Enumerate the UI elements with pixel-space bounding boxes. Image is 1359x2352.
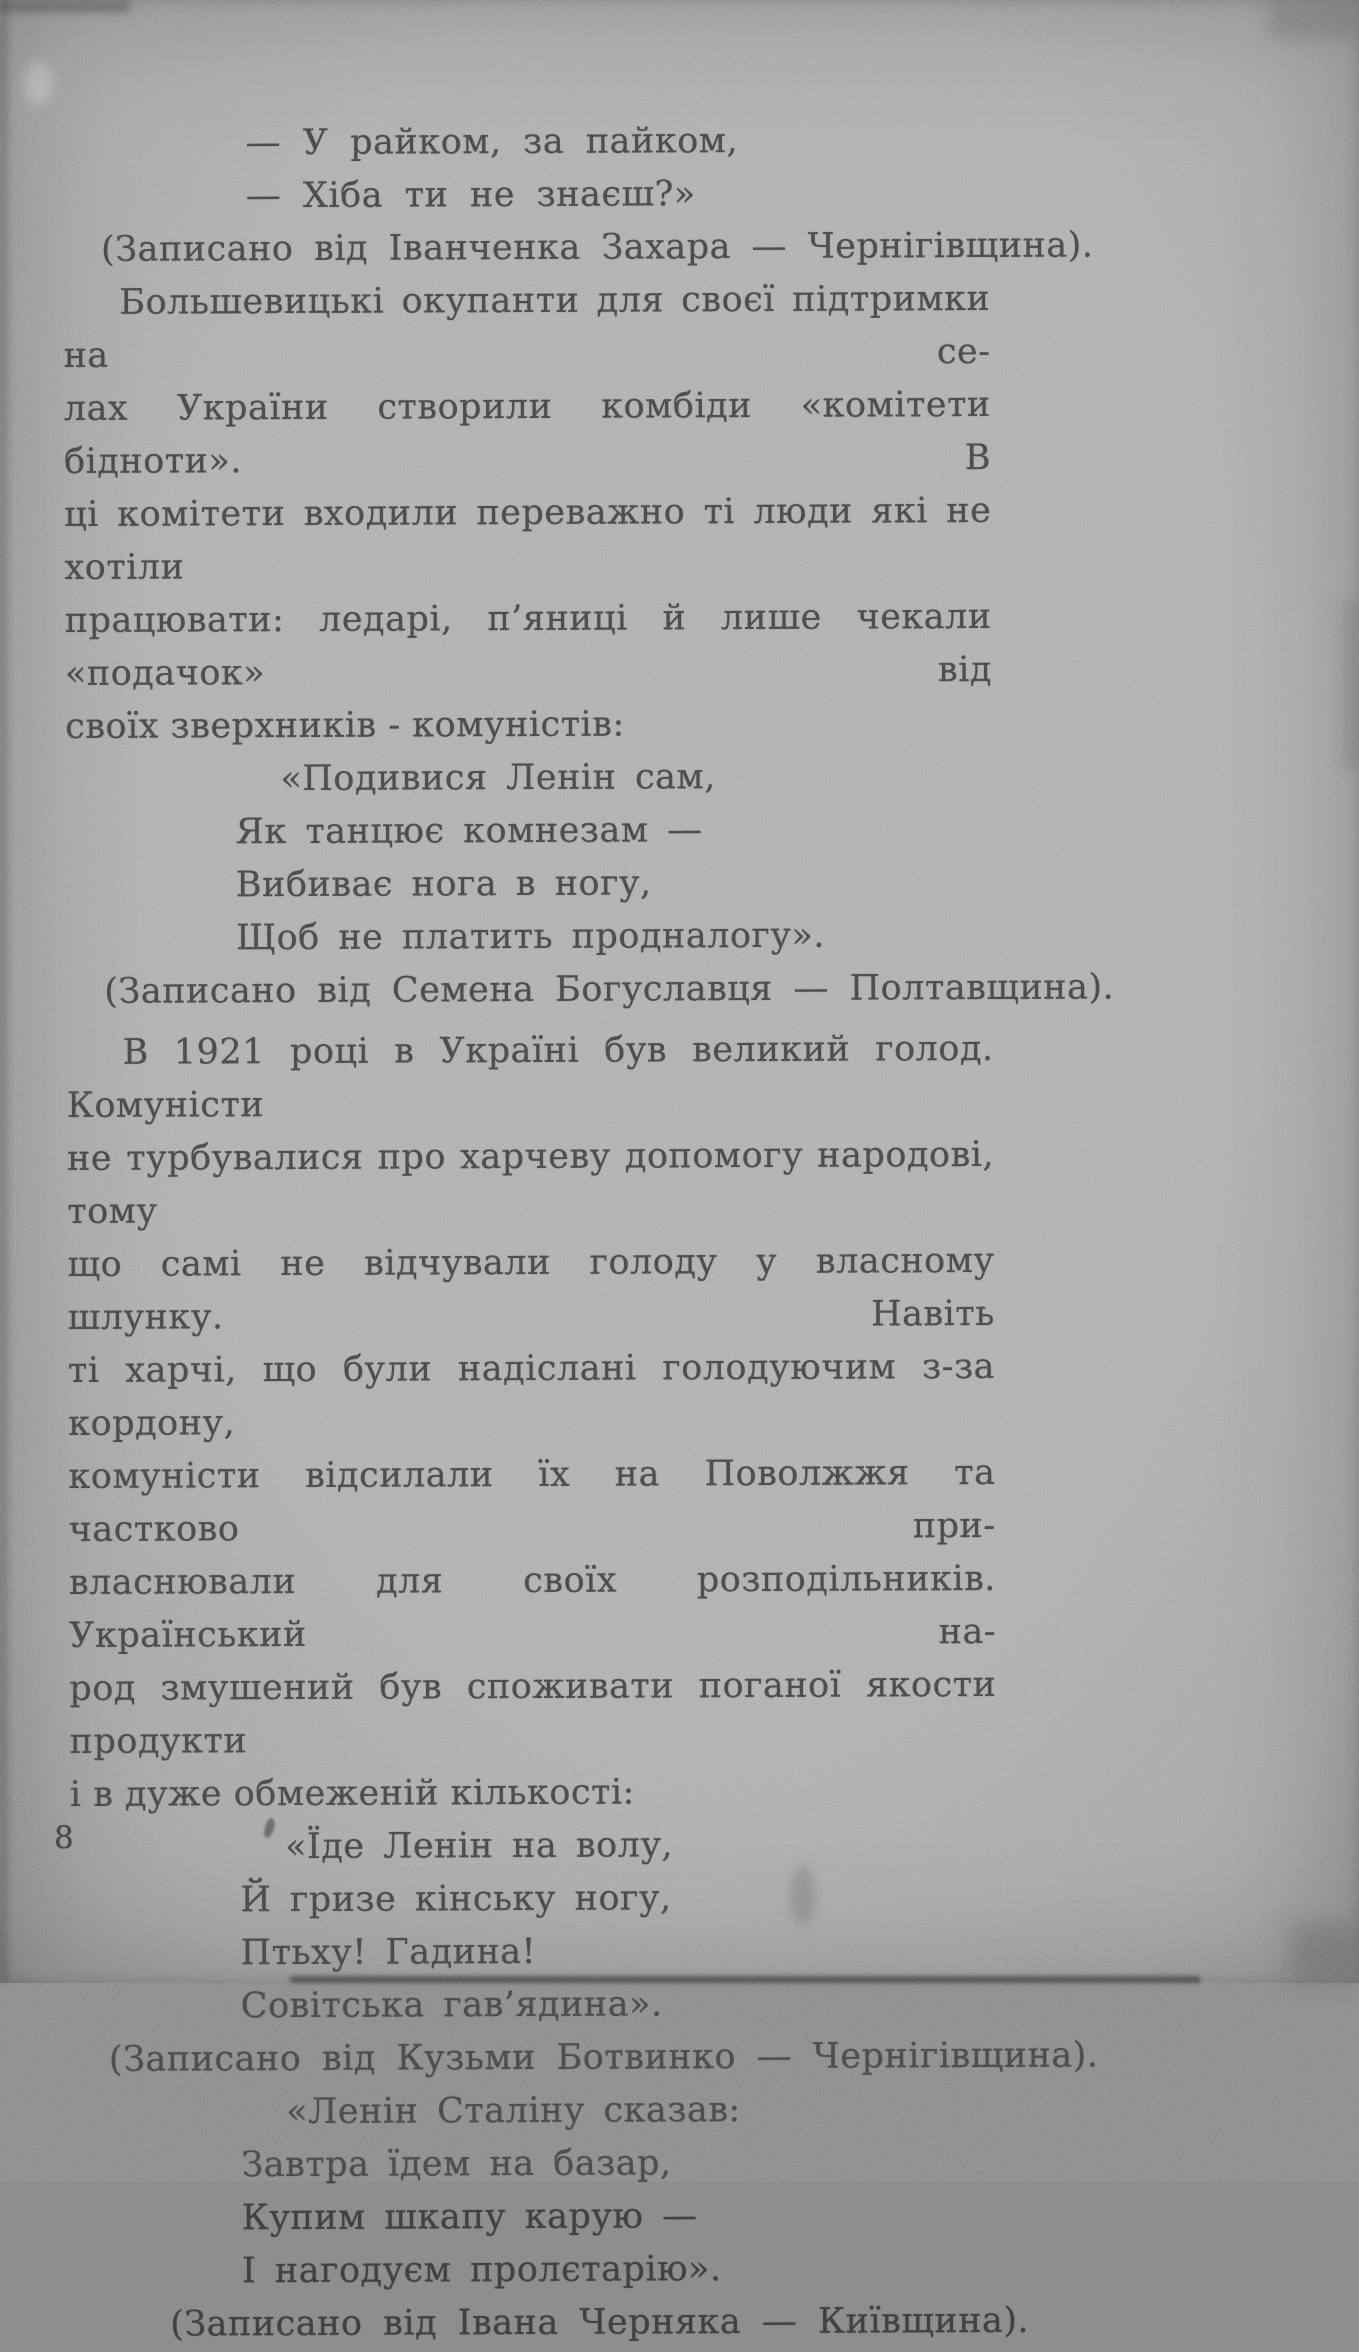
text-line-2: — Хіба ти не знаєш?»	[245, 174, 696, 217]
text-line-24: Птьху! Гадина!	[240, 1931, 537, 1974]
paper-light-spot	[24, 62, 52, 106]
text-line-10: Як танцює комнезам —	[235, 810, 703, 853]
text-line-28: Завтра їдем на базар,	[241, 2143, 672, 2186]
text-line-22: «Їде Ленін на волу,	[284, 1825, 674, 1868]
text-line-23: Й гризе кінську ногу,	[240, 1878, 672, 1921]
text-line-5: лах України створили комбіди «комітети бідноти». В	[63, 384, 992, 482]
text-line-26: (Записано від Кузьми Ботвинко — Чернігівщина).	[108, 2035, 1099, 2080]
text-line-8: своїх зверхників - комуністів:	[65, 704, 625, 747]
page-number: 8	[54, 1820, 74, 1856]
text-line-7: працювати: ледарі, п’яниці й лише чекали «подачок» від	[64, 596, 993, 694]
text-line-6: ці комітети входили переважно ті люди які не хотіли	[64, 490, 992, 588]
scan-shadow-left-edge	[0, 0, 8, 1983]
text-block	[62, 0, 1115, 2352]
text-line-3: (Записано від Іванченка Захара — Чернігівщина).	[101, 225, 1094, 270]
text-line-30: І нагодуєм пролєтарію».	[241, 2249, 722, 2292]
text-line-20: род змушений був споживати поганої якости продукти	[69, 1664, 997, 1762]
text-line-29: Купим шкапу карую —	[241, 2196, 698, 2239]
text-line-31: (Записано від Івана Черняка — Київщина).	[170, 2300, 1030, 2345]
text-line-21: і в дуже обмеженій кількості:	[69, 1772, 635, 1815]
scan-shadow-right-edge	[1343, 600, 1359, 770]
text-line-27: «Ленін Сталіну сказав:	[286, 2090, 741, 2133]
text-line-16: що самі не відчували голоду у власному шлунку. Навіть	[67, 1240, 995, 1338]
text-line-25: Совітська гав’ядина».	[240, 1984, 663, 2027]
text-line-11: Вибиває нога в ногу,	[235, 863, 652, 906]
text-line-12: Щоб не платить продналогу».	[236, 915, 826, 959]
scan-shadow-top-right	[1269, 0, 1359, 38]
text-line-4: Большевицькі окупанти для своєї підтримки на се-	[63, 278, 991, 376]
text-line-19: власнювали для своїх розподільників. Український на-	[68, 1558, 997, 1656]
text-line-15: не турбувалися про харчеву допомогу народові, тому	[66, 1134, 995, 1232]
text-line-1: — У райком, за пайком,	[245, 121, 739, 164]
scan-shadow-bottom-right	[1289, 1923, 1359, 1983]
text-line-9: «Подивися Ленін сам,	[280, 757, 716, 800]
text-line-14: В 1921 році в Україні був великий голод. Комуністи	[66, 1028, 994, 1126]
text-line-13: (Записано від Семена Богуславця — Полтавщина).	[104, 967, 1115, 1012]
text-line-17: ті харчі, що були надіслані голодуючим з-за кордону,	[67, 1346, 996, 1444]
text-line-18: комуністи відсилали їх на Поволжжя та частково при-	[68, 1452, 996, 1550]
